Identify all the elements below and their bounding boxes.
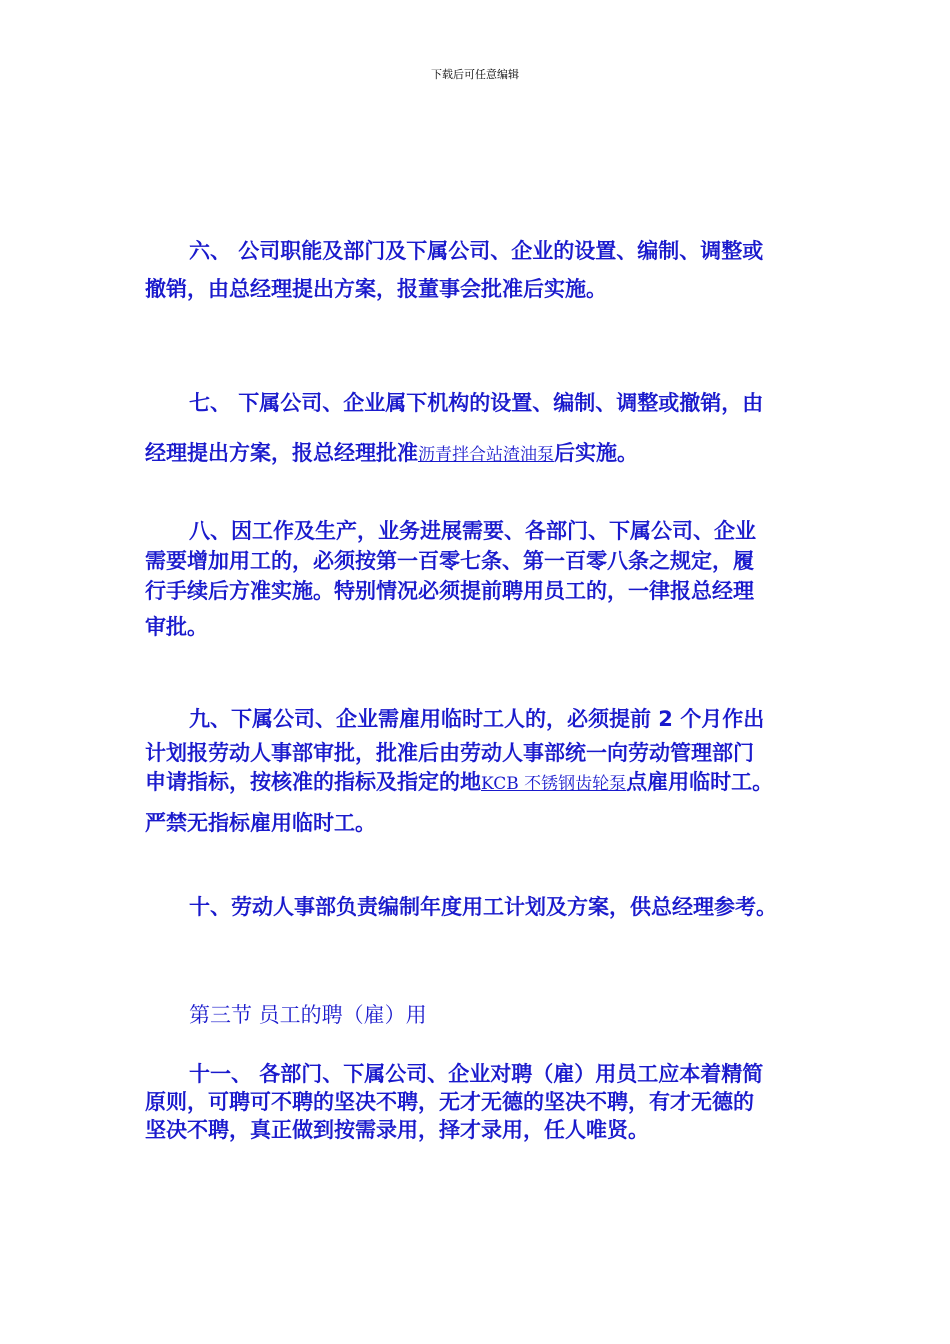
paragraph-7-line-1: 七、 下属公司、企业属下机构的设置、编制、调整或撤销，由 <box>189 391 764 415</box>
section-3-title: 第三节 员工的聘（雇）用 <box>189 1003 427 1027</box>
paragraph-8-line-4: 审批。 <box>145 615 208 639</box>
paragraph-11-line-2: 原则，可聘可不聘的坚决不聘，无才无德的坚决不聘，有才无德的 <box>145 1090 754 1114</box>
paragraph-7-line-2 <box>145 428 810 480</box>
paragraph-9 <box>145 702 810 840</box>
paragraph-7-line-2-text-a: 经理提出方案，报总经理批准 <box>145 441 418 465</box>
paragraph-6 <box>145 232 810 308</box>
paragraph-6-line-1: 六、 公司职能及部门及下属公司、企业的设置、编制、调整或 <box>189 239 764 263</box>
paragraph-9-line-3-text-a: 申请指标，按核准的指标及指定的地 <box>145 770 481 794</box>
paragraph-8-line-2: 需要增加用工的，必须按第一百零七条、第一百零八条之规定，履 <box>145 549 754 573</box>
paragraph-11-line-3: 坚决不聘，真正做到按需录用，择才录用，任人唯贤。 <box>145 1118 649 1142</box>
paragraph-7-line-2-text-b: 后实施。 <box>554 441 638 465</box>
paragraph-10 <box>145 890 810 924</box>
paragraph-6-line-2: 撤销，由总经理提出方案，报董事会批准后实施。 <box>145 277 607 301</box>
paragraph-11 <box>145 1060 810 1144</box>
paragraph-11-line-1: 十一、 各部门、下属公司、企业对聘（雇）用员工应本着精简 <box>189 1062 764 1086</box>
asphalt-pump-link[interactable]: 沥青拌合站渣油泵 <box>418 445 554 465</box>
page-header: 下载后可任意编辑 <box>431 68 519 81</box>
paragraph-9-line-3-text-b: 点雇用临时工。 <box>626 770 774 794</box>
paragraph-8-line-1: 八、因工作及生产，业务进展需要、各部门、下属公司、企业 <box>189 519 756 543</box>
paragraph-8 <box>145 516 810 642</box>
paragraph-9-line-2: 计划报劳动人事部审批，批准后由劳动人事部统一向劳动管理部门 <box>145 741 754 765</box>
paragraph-9-line-3 <box>145 768 810 798</box>
gear-pump-link[interactable]: KCB 不锈钢齿轮泵 <box>481 774 627 794</box>
paragraph-9-line-4: 严禁无指标雇用临时工。 <box>145 811 376 835</box>
paragraph-8-line-3: 行手续后方准实施。特别情况必须提前聘用员工的，一律报总经理 <box>145 579 754 603</box>
paragraph-9-line-1: 九、下属公司、企业需雇用临时工人的，必须提前 2 个月作出 <box>189 707 765 731</box>
paragraph-10-line-1: 十、劳动人事部负责编制年度用工计划及方案，供总经理参考。 <box>189 895 777 919</box>
paragraph-7 <box>145 378 810 480</box>
section-3-heading <box>145 998 810 1032</box>
